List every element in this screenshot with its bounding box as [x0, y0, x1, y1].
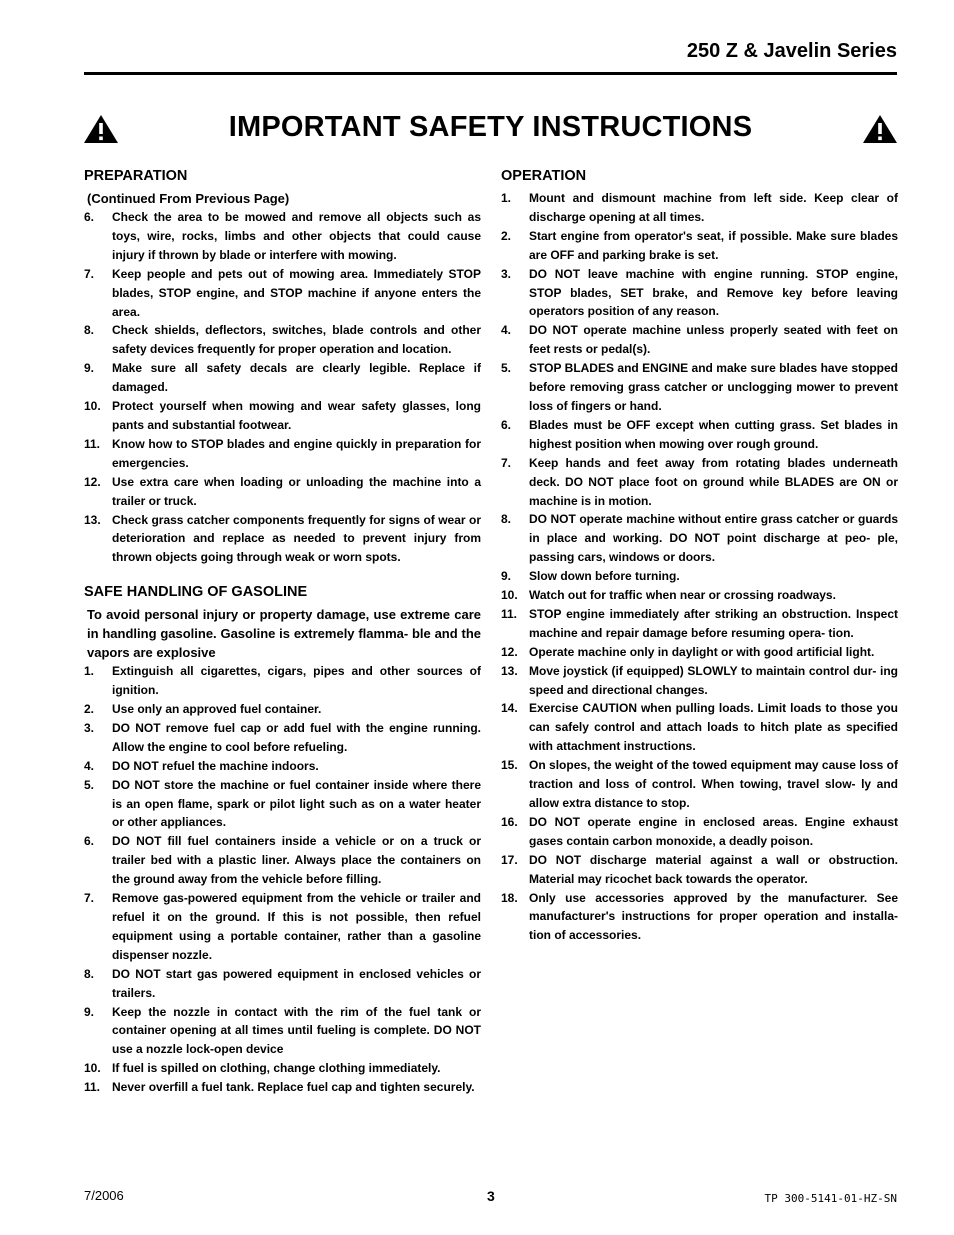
item-number: 7.: [84, 266, 95, 281]
right-column: [501, 167, 898, 945]
item-text: Check grass catcher components frequently for signs of wear or deterioration and replace as needed to prevent injury from thrown objects going through weak or worn spots.: [112, 512, 481, 565]
item-text: DO NOT discharge material against a wall or obstruction. Material may ricochet back towards the operator.: [529, 852, 898, 886]
list-item: [84, 1003, 481, 1060]
list-item: [84, 321, 481, 359]
item-text: Protect yourself when mowing and wear safety glasses, long pants and substantial footwear.: [112, 399, 481, 432]
document-code: TP 300-5141-01-HZ-SN: [764, 1192, 897, 1205]
item-text: DO NOT leave machine with engine running. STOP engine, STOP blades, SET brake, and Remove key before leaving operators position of any reason.: [529, 266, 898, 319]
item-number: 4.: [84, 758, 95, 773]
item-number: 10.: [84, 399, 101, 414]
item-number: 6.: [84, 210, 95, 224]
preparation-subheading: (Continued From Previous Page): [87, 191, 290, 206]
item-number: 4.: [501, 323, 512, 338]
list-item: [84, 832, 481, 889]
item-number: 2.: [501, 228, 512, 243]
header-rule: [84, 72, 897, 75]
item-text: Extinguish all cigarettes, cigars, pipes and other sources of ignition.: [112, 664, 481, 698]
item-text: DO NOT refuel the machine indoors.: [112, 758, 319, 773]
list-item: [84, 719, 481, 757]
item-number: 9.: [84, 361, 95, 376]
item-text: Slow down before turning.: [529, 569, 680, 584]
item-number: 11.: [84, 1080, 101, 1095]
list-item: [501, 567, 898, 586]
list-item: [501, 605, 898, 643]
item-number: 16.: [501, 814, 518, 829]
item-number: 8.: [84, 966, 95, 981]
preparation-list: [84, 208, 481, 567]
item-number: 13.: [501, 663, 518, 678]
list-item: [84, 265, 481, 322]
item-text: Keep people and pets out of mowing area. Immediately STOP blades, STOP engine, and STOP machine if anyone enters the area.: [112, 266, 481, 319]
list-item: [84, 511, 481, 568]
list-item: [501, 321, 898, 359]
item-text: Know how to STOP blades and engine quickly in preparation for emergencies.: [112, 436, 481, 470]
left-column: [84, 167, 481, 1097]
gasoline-list: [84, 662, 481, 1097]
item-number: 9.: [501, 569, 512, 584]
item-number: 6.: [501, 417, 512, 432]
list-item: [84, 1059, 481, 1078]
preparation-heading: PREPARATION: [84, 168, 188, 184]
list-item: [501, 851, 898, 889]
warning-triangle-icon: [862, 114, 898, 144]
item-text: DO NOT start gas powered equipment in enclosed vehicles or trailers.: [112, 966, 481, 1000]
item-text: Remove gas-powered equipment from the vehicle or trailer and refuel it on the ground. If this is not possible, then refuel equipment using a portable container, rather than a gasoline dispenser nozzle.: [112, 891, 481, 962]
item-number: 12.: [501, 644, 518, 659]
item-number: 7.: [501, 455, 512, 470]
list-item: [84, 776, 481, 833]
item-number: 11.: [84, 436, 101, 451]
item-text: Only use accessories approved by the manufacturer. See manufacturer's instructions for proper operation and installa- tion of accessories.: [529, 890, 898, 943]
item-number: 5.: [84, 777, 95, 792]
item-number: 10.: [84, 1061, 101, 1076]
item-number: 14.: [501, 701, 518, 716]
list-item: [501, 416, 898, 454]
operation-heading: OPERATION: [501, 168, 587, 184]
item-text: DO NOT remove fuel cap or add fuel with the engine running. Allow the engine to cool before refueling.: [112, 720, 481, 754]
list-item: [84, 473, 481, 511]
item-number: 7.: [84, 891, 95, 906]
item-text: Exercise CAUTION when pulling loads. Limit loads to those you can safely control and attach loads to hitch plate as specified with attachment instructions.: [529, 701, 898, 754]
item-text: DO NOT operate engine in enclosed areas. Engine exhaust gases contain carbon monoxide, a deadly poison.: [529, 814, 898, 848]
list-item: [501, 510, 898, 567]
list-item: [501, 643, 898, 662]
item-text: Operate machine only in daylight or with good artificial light.: [529, 644, 875, 659]
item-number: 12.: [84, 474, 101, 489]
operation-list: [501, 189, 898, 945]
list-item: [84, 965, 481, 1003]
item-text: DO NOT fill fuel containers inside a vehicle or on a truck or trailer bed with a plastic liner. Always place the containers on the ground away from the vehicle before filling.: [112, 834, 481, 887]
list-item: [84, 359, 481, 397]
item-number: 3.: [501, 266, 512, 281]
list-item: [501, 889, 898, 946]
gasoline-heading: SAFE HANDLING OF GASOLINE: [84, 584, 308, 601]
item-number: 8.: [84, 323, 95, 338]
list-item: [501, 227, 898, 265]
item-text: Mount and dismount machine from left side. Keep clear of discharge opening at all times.: [529, 191, 898, 224]
item-text: Blades must be OFF except when cutting grass. Set blades in highest position when mowing over rough ground.: [529, 417, 898, 451]
page-title: IMPORTANT SAFETY INSTRUCTIONS: [228, 111, 753, 143]
item-text: Watch out for traffic when near or crossing roadways.: [529, 588, 836, 603]
page-number: 3: [487, 1188, 495, 1204]
item-number: 13.: [84, 512, 101, 527]
item-text: Check the area to be mowed and remove all objects such as toys, wire, rocks, limbs and other objects that could cause injury if thrown by blade or interfere with mowing.: [112, 210, 481, 262]
list-item: [501, 454, 898, 511]
item-number: 6.: [84, 834, 95, 849]
item-number: 18.: [501, 890, 518, 905]
item-text: Move joystick (if equipped) SLOWLY to maintain control dur- ing speed and directional changes.: [529, 663, 898, 697]
item-number: 15.: [501, 758, 518, 773]
list-item: [501, 756, 898, 813]
item-text: Make sure all safety decals are clearly legible. Replace if damaged.: [112, 361, 481, 395]
item-text: DO NOT operate machine unless properly seated with feet on feet rests or pedal(s).: [529, 323, 898, 357]
item-text: DO NOT operate machine without entire grass catcher or guards in place and working. DO NOT point discharge at peo- ple, passing cars, windows or doors.: [529, 512, 898, 565]
list-item: [84, 397, 481, 435]
item-number: 17.: [501, 852, 518, 867]
item-text: Check shields, deflectors, switches, blade controls and other safety devices frequently for proper operation and location.: [112, 323, 481, 357]
item-text: Keep the nozzle in contact with the rim of the fuel tank or container opening at all times until fueling is complete. DO NOT use a nozzle lock-open device: [112, 1004, 481, 1057]
list-item: [501, 189, 898, 227]
item-number: 2.: [84, 702, 95, 717]
list-item: [84, 435, 481, 473]
list-item: [84, 757, 481, 776]
list-item: [501, 265, 898, 322]
item-number: 9.: [84, 1004, 95, 1019]
list-item: [84, 208, 481, 265]
list-item: [84, 700, 481, 719]
item-text: Never overfill a fuel tank. Replace fuel cap and tighten securely.: [112, 1080, 475, 1095]
list-item: [501, 586, 898, 605]
item-number: 1.: [84, 664, 95, 679]
item-text: On slopes, the weight of the towed equipment may cause loss of traction and loss of control. When towing, travel slow- ly and allow extra distance to stop.: [529, 758, 898, 810]
list-item: [501, 699, 898, 756]
list-item: [84, 1078, 481, 1097]
item-text: Keep hands and feet away from rotating blades underneath deck. DO NOT place foot on ground while BLADES are ON or machine is in motion.: [529, 455, 898, 508]
item-text: If fuel is spilled on clothing, change clothing immediately.: [112, 1061, 441, 1076]
item-text: Use only an approved fuel container.: [112, 702, 322, 717]
item-text: STOP BLADES and ENGINE and make sure blades have stopped before removing grass catcher or unclogging mower to prevent loss of fingers or hand.: [529, 361, 898, 413]
item-number: 5.: [501, 361, 512, 376]
list-item: [501, 662, 898, 700]
list-item: [501, 359, 898, 416]
item-text: DO NOT store the machine or fuel container inside where there is an open flame, spark or pilot light such as on a water heater or other appliances.: [112, 777, 481, 830]
item-text: Use extra care when loading or unloading the machine into a trailer or truck.: [112, 474, 481, 508]
gasoline-intro: To avoid personal injury or property damage, use extreme care in handling gasoline. Gasoline is extremely flamma- ble and the vapors are explosive: [87, 607, 481, 661]
list-item: [84, 889, 481, 965]
series-title: 250 Z & Javelin Series: [686, 40, 897, 62]
list-item: [84, 662, 481, 700]
item-number: 8.: [501, 512, 512, 527]
item-number: 11.: [501, 606, 518, 621]
item-text: STOP engine immediately after striking an obstruction. Inspect machine and repair damage before resuming opera- tion.: [529, 606, 898, 640]
item-number: 1.: [501, 191, 512, 205]
footer-date: 7/2006: [84, 1188, 124, 1203]
item-text: Start engine from operator's seat, if possible. Make sure blades are OFF and parking brake is set.: [529, 228, 898, 262]
item-number: 10.: [501, 588, 518, 603]
item-number: 3.: [84, 720, 95, 735]
list-item: [501, 813, 898, 851]
